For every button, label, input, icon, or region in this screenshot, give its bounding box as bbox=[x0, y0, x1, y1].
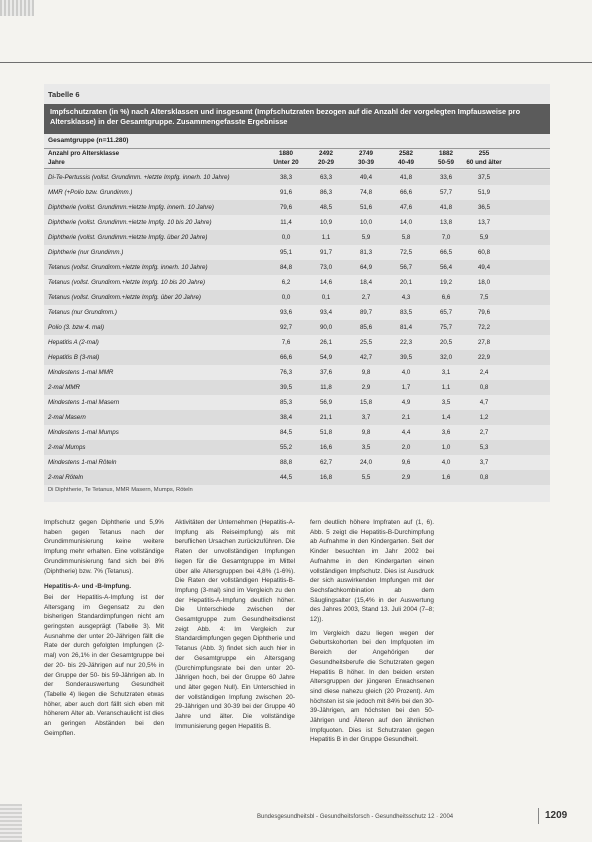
row-value: 75,7 bbox=[439, 324, 453, 331]
header-count-cell: 255 bbox=[478, 150, 490, 157]
row-value: 74,8 bbox=[359, 189, 373, 196]
row-value: 44,5 bbox=[279, 474, 293, 481]
header-count-cell: 2749 bbox=[358, 150, 373, 157]
row-value: 5,5 bbox=[361, 474, 371, 481]
row-value: 66,6 bbox=[399, 189, 413, 196]
row-label: Tetanus (nur Grundimm.) bbox=[48, 309, 117, 316]
row-value: 81,3 bbox=[359, 249, 373, 256]
row-value: 13,7 bbox=[477, 219, 491, 226]
row-value: 49,4 bbox=[477, 264, 491, 271]
row-label: Polio (3. bzw 4. mal) bbox=[48, 324, 105, 331]
row-value: 2,9 bbox=[401, 474, 411, 481]
body-col1-para1: Impfschutz gegen Diphtherie und 5,9% haben gegen Tetanus nach der Grundimmunisierung keine weitere Impfung mehr erhalten. Eine vollständige Grundimmunisierung fand sich bei 8% (Diphtherie) bzw. 7% (Tetanus). bbox=[44, 519, 164, 575]
row-value: 1,4 bbox=[441, 414, 451, 421]
row-value: 19,2 bbox=[439, 279, 453, 286]
row-label: 2-mal Masern bbox=[48, 414, 86, 421]
row-label: Hepatitis B (3-mal) bbox=[48, 354, 100, 361]
row-value: 47,6 bbox=[399, 204, 413, 211]
row-value: 79,6 bbox=[477, 309, 491, 316]
row-value: 90,0 bbox=[319, 324, 333, 331]
row-value: 38,4 bbox=[279, 414, 293, 421]
table-row bbox=[44, 395, 550, 410]
row-value: 84,8 bbox=[279, 264, 293, 271]
row-value: 48,5 bbox=[319, 204, 333, 211]
row-value: 15,8 bbox=[359, 399, 373, 406]
row-value: 41,8 bbox=[439, 204, 453, 211]
body-col3-para1: fern deutlich höhere Impfraten auf (1, 6). Abb. 5 zeigt die Hepatitis-B-Durchimpfung ab Aufnahme in den Kindergarten. Seit der Kinder besuchten im Jahr 2002 bei Aufnahme in den Kindergarten einen vollständigen Impfschutz. Dies ist Ausdruck der sich auswirkenden Impfungen mit der Sechsfachkombination ab dem Säuglingsalter (15,4% in der Auswertung des Jahres 2003, Stand 13. Juli 2004 (7–8; 12)). bbox=[310, 519, 434, 624]
row-label: Mindestens 1-mal Mumps bbox=[48, 429, 119, 436]
row-value: 16,8 bbox=[319, 474, 333, 481]
row-value: 10,9 bbox=[319, 219, 333, 226]
row-value: 2,0 bbox=[401, 444, 411, 451]
table-row bbox=[44, 410, 550, 425]
row-value: 18,0 bbox=[477, 279, 491, 286]
table-footnote: Di Diphtherie, Te Tetanus, MMR Masern, Mumps, Röteln bbox=[48, 487, 193, 493]
row-value: 2,9 bbox=[361, 384, 371, 391]
row-value: 33,6 bbox=[439, 174, 453, 181]
vaccination-table bbox=[44, 84, 550, 502]
row-value: 27,8 bbox=[477, 339, 491, 346]
row-value: 1,1 bbox=[321, 234, 331, 241]
table-row bbox=[44, 260, 550, 275]
header-count-cell: 1882 bbox=[438, 150, 453, 157]
row-value: 3,7 bbox=[479, 459, 489, 466]
row-label: Mindestens 1-mal Röteln bbox=[48, 459, 117, 466]
row-value: 57,7 bbox=[439, 189, 453, 196]
row-value: 3,5 bbox=[361, 444, 371, 451]
row-value: 4,7 bbox=[479, 399, 489, 406]
scan-corner-mark bbox=[0, 0, 34, 16]
row-value: 72,5 bbox=[399, 249, 413, 256]
row-value: 18,4 bbox=[359, 279, 373, 286]
row-value: 6,2 bbox=[281, 279, 291, 286]
row-value: 0,8 bbox=[479, 474, 489, 481]
row-value: 42,7 bbox=[359, 354, 373, 361]
row-value: 37,5 bbox=[477, 174, 491, 181]
row-value: 0,0 bbox=[281, 234, 291, 241]
table-row bbox=[44, 275, 550, 290]
row-value: 65,7 bbox=[439, 309, 453, 316]
body-col2-text: Aktivitäten der Unternehmen (Hepatitis-A-Impfung als Reiseimpfung) als mit beruflichen Ursachen zurückzuführen. Die Raten der unvollständigen Impfungen liegen für die Gesamtgruppe im Mittel über alle Altersgruppen bei 4,8% (1-6%). Die Raten der vollständigen Hepatitis-B-Impfung (3-mal) sind im Vergleich zu den der Hepatitis-A-Impfung deutlich höher. Die Unterschiede zwischen der Gesamtgruppe zum Gesundheitsdienst zeigt Abb. 4: Im Vergleich zur Standardimpfungen gegen Diphtherie und Tetanus (Abb. 3) findet sich auch hier in der Gesamtgruppe ein Altersgang (Durchimpfungsrate bei den unter 20-Jährigen hoch, bei der Gruppe 60 Jahre und älter gegen Null). Ein Unterschied in der vollständigen Impfung zwischen 20-29-Jährigen und 30-39 bei der Gruppe 40 Jahre und älter. Die vollständige Immunisierung gegen Hepatitis B. bbox=[175, 519, 295, 730]
body-column-3 bbox=[310, 518, 434, 745]
row-label: Diphtherie (vollst. Grundimm.+letzte Impfg. über 20 Jahre) bbox=[48, 234, 208, 241]
row-value: 22,3 bbox=[399, 339, 413, 346]
row-value: 51,6 bbox=[359, 204, 373, 211]
row-value: 22,9 bbox=[477, 354, 491, 361]
table-row bbox=[44, 290, 550, 305]
row-value: 85,6 bbox=[359, 324, 373, 331]
row-value: 0,1 bbox=[321, 294, 331, 301]
row-value: 51,8 bbox=[319, 429, 333, 436]
row-value: 2,4 bbox=[479, 369, 489, 376]
row-value: 85,3 bbox=[279, 399, 293, 406]
row-value: 38,3 bbox=[279, 174, 293, 181]
row-value: 32,0 bbox=[439, 354, 453, 361]
body-col1-para2: Bei der Hepatitis-A-Impfung ist der Altersgang im Gegensatz zu den bisherigen Standardimpfungen nicht am geringsten ausgeprägt (Tabelle 3). Mit Ausnahme der unter 20-Jährigen fällt die Rate der durch gefolgten Impfungen (2-mal) von 26,1% in der Gesamtgruppe bei der 20- bis 29-Jährigen auf nur 20,5% in der Gruppe der 50- bis 59-Jährigen ab. In der Sonderauswertung Gesundheit (Tabelle 4) liegen die Schutzraten etwas höher, aber auch dort fällt sich eben mit höherem Alter ab. Veranschaulicht ist dies an geringen Abständen bei den Geimpften. bbox=[44, 593, 164, 737]
row-value: 16,6 bbox=[319, 444, 333, 451]
row-value: 4,9 bbox=[401, 399, 411, 406]
row-label: Diphtherie (nur Grundimm.) bbox=[48, 249, 124, 256]
row-value: 4,0 bbox=[401, 369, 411, 376]
row-value: 13,8 bbox=[439, 219, 453, 226]
body-column-1 bbox=[44, 518, 164, 738]
row-value: 79,6 bbox=[279, 204, 293, 211]
row-value: 66,6 bbox=[279, 354, 293, 361]
table-row bbox=[44, 320, 550, 335]
row-value: 36,5 bbox=[477, 204, 491, 211]
row-value: 64,9 bbox=[359, 264, 373, 271]
row-label: Tetanus (vollst. Grundimm.+letzte Impfg. innerh. 10 Jahre) bbox=[48, 264, 208, 271]
row-value: 26,1 bbox=[319, 339, 333, 346]
header-age-cell: 30-39 bbox=[357, 159, 375, 166]
header-count-label: Anzahl pro Altersklasse bbox=[48, 150, 120, 157]
row-value: 41,8 bbox=[399, 174, 413, 181]
row-value: 5,9 bbox=[479, 234, 489, 241]
table-row bbox=[44, 185, 550, 200]
row-value: 5,8 bbox=[401, 234, 411, 241]
row-value: 88,8 bbox=[279, 459, 293, 466]
table-row bbox=[44, 305, 550, 320]
row-value: 56,9 bbox=[319, 399, 333, 406]
row-value: 24,0 bbox=[359, 459, 373, 466]
row-value: 86,3 bbox=[319, 189, 333, 196]
footer-separator bbox=[538, 808, 539, 824]
row-value: 7,6 bbox=[281, 339, 291, 346]
row-value: 4,0 bbox=[441, 459, 451, 466]
row-value: 11,8 bbox=[320, 384, 332, 391]
row-label: Tetanus (vollst. Grundimm.+letzte Impfg. über 20 Jahre) bbox=[48, 294, 201, 301]
row-value: 60,8 bbox=[477, 249, 491, 256]
row-value: 93,6 bbox=[279, 309, 293, 316]
table-row bbox=[44, 200, 550, 215]
header-age-cell: 50-59 bbox=[437, 159, 455, 166]
row-value: 49,4 bbox=[359, 174, 373, 181]
row-value: 84,5 bbox=[279, 429, 293, 436]
row-label: 2-mal MMR bbox=[48, 384, 80, 391]
table-row bbox=[44, 425, 550, 440]
row-value: 3,1 bbox=[441, 369, 451, 376]
header-age-cell: 20-29 bbox=[317, 159, 335, 166]
row-value: 62,7 bbox=[319, 459, 333, 466]
scan-bottom-mark bbox=[0, 804, 22, 842]
row-value: 0,8 bbox=[479, 384, 489, 391]
row-value: 39,5 bbox=[279, 384, 293, 391]
row-value: 4,3 bbox=[401, 294, 411, 301]
body-col1-heading: Hepatitis-A- und -B-Impfung. bbox=[44, 583, 131, 591]
journal-footer: Bundesgesundheitsbl - Gesundheitsforsch - Gesundheitsschutz 12 · 2004 bbox=[257, 814, 454, 820]
header-count-cell: 2582 bbox=[398, 150, 413, 157]
row-value: 56,4 bbox=[439, 264, 453, 271]
row-value: 20,5 bbox=[439, 339, 453, 346]
header-count-cell: 2492 bbox=[318, 150, 333, 157]
header-rule-bottom bbox=[44, 168, 550, 169]
row-value: 2,7 bbox=[479, 429, 489, 436]
row-value: 91,6 bbox=[279, 189, 293, 196]
row-value: 63,3 bbox=[319, 174, 333, 181]
row-value: 20,1 bbox=[399, 279, 413, 286]
row-value: 3,6 bbox=[441, 429, 451, 436]
header-count-cell: 1880 bbox=[278, 150, 293, 157]
row-value: 54,9 bbox=[319, 354, 333, 361]
row-value: 11,4 bbox=[280, 219, 292, 226]
row-value: 1,2 bbox=[479, 414, 489, 421]
body-column-2 bbox=[175, 518, 295, 731]
row-label: Diphtherie (vollst. Grundimm.+letzte Impfg. innerh. 10 Jahre) bbox=[48, 204, 214, 211]
table-row bbox=[44, 245, 550, 260]
row-value: 14,0 bbox=[399, 219, 413, 226]
header-rule bbox=[0, 62, 592, 63]
row-value: 66,5 bbox=[439, 249, 453, 256]
row-value: 5,3 bbox=[479, 444, 489, 451]
page-number: 1209 bbox=[545, 810, 568, 821]
row-value: 25,5 bbox=[359, 339, 373, 346]
row-value: 6,6 bbox=[441, 294, 451, 301]
row-value: 3,5 bbox=[441, 399, 451, 406]
row-value: 76,3 bbox=[279, 369, 293, 376]
row-value: 1,1 bbox=[441, 384, 451, 391]
row-value: 2,1 bbox=[401, 414, 411, 421]
table-row bbox=[44, 455, 550, 470]
row-label: Di-Te-Pertussis (vollst. Grundimm. +letzte Impfg. innerh. 10 Jahre) bbox=[48, 174, 230, 181]
row-value: 9,6 bbox=[401, 459, 411, 466]
row-value: 3,7 bbox=[361, 414, 371, 421]
row-value: 92,7 bbox=[279, 324, 293, 331]
row-value: 2,7 bbox=[361, 294, 371, 301]
table-row bbox=[44, 440, 550, 455]
row-value: 73,0 bbox=[319, 264, 333, 271]
row-label: Diphtherie (vollst. Grundimm.+letzte Impfg. 10 bis 20 Jahre) bbox=[48, 219, 212, 226]
row-value: 83,5 bbox=[399, 309, 413, 316]
body-col3-para2: Im Vergleich dazu liegen wegen der Geburtskohorten bei den Impfquoten im Bereich der Angehörigen der Gesundheitsberufe die Schutzraten gegen Hepatitis B höher. In den beiden ersten Altersgruppen der jüngeren Erwachsenen sind diese nahezu gleich (20 Prozent). Am höchsten ist sie jedoch mit 84% bei den 30-39-Jährigen, am höchsten bei den 50-Jährigen und Älteren auf den ähnlichen Impfquoten. Dies ist Schutzraten gegen Hepatitis B in der Gruppe Gesundheit. bbox=[310, 629, 434, 744]
row-value: 81,4 bbox=[399, 324, 413, 331]
row-label: 2-mal Röteln bbox=[48, 474, 84, 481]
row-value: 5,9 bbox=[361, 234, 371, 241]
row-value: 21,1 bbox=[319, 414, 333, 421]
row-value: 51,9 bbox=[477, 189, 491, 196]
row-value: 93,4 bbox=[319, 309, 333, 316]
row-label: Mindestens 1-mal Masern bbox=[48, 399, 120, 406]
table-caption: Impfschutzraten (in %) nach Altersklassen und insgesamt (Impfschutzraten bezogen auf die Anzahl der vorgelegten Impfausweise pro Altersklasse) in der Gesamtgruppe. Zusammengefasste Ergebnisse bbox=[44, 104, 550, 134]
row-value: 39,5 bbox=[399, 354, 413, 361]
header-age-cell: 60 und älter bbox=[466, 159, 502, 166]
row-value: 37,6 bbox=[319, 369, 333, 376]
table-row bbox=[44, 365, 550, 380]
table-row bbox=[44, 230, 550, 245]
row-value: 89,7 bbox=[359, 309, 373, 316]
row-label: Mindestens 1-mal MMR bbox=[48, 369, 114, 376]
row-value: 9,8 bbox=[361, 429, 371, 436]
row-value: 1,7 bbox=[401, 384, 411, 391]
row-value: 1,0 bbox=[441, 444, 451, 451]
row-value: 9,8 bbox=[361, 369, 371, 376]
row-value: 0,0 bbox=[281, 294, 291, 301]
row-value: 7,5 bbox=[479, 294, 489, 301]
row-label: MMR (+Polio bzw. Grundimm.) bbox=[48, 189, 133, 196]
row-value: 10,0 bbox=[359, 219, 373, 226]
row-value: 55,2 bbox=[279, 444, 293, 451]
header-age-label: Jahre bbox=[48, 159, 65, 166]
table-row bbox=[44, 335, 550, 350]
header-age-cell: 40-49 bbox=[397, 159, 415, 166]
header-age-cell: Unter 20 bbox=[273, 159, 299, 166]
table-row bbox=[44, 215, 550, 230]
row-value: 95,1 bbox=[279, 249, 293, 256]
table-label: Tabelle 6 bbox=[48, 90, 80, 99]
table-row bbox=[44, 380, 550, 395]
table-row bbox=[44, 170, 550, 185]
table-row bbox=[44, 350, 550, 365]
row-value: 72,2 bbox=[477, 324, 491, 331]
group-title: Gesamtgruppe (n=11.280) bbox=[48, 137, 129, 144]
row-label: Hepatitis A (2-mal) bbox=[48, 339, 99, 346]
row-value: 4,4 bbox=[401, 429, 411, 436]
row-value: 56,7 bbox=[399, 264, 413, 271]
row-value: 14,6 bbox=[319, 279, 333, 286]
row-label: Tetanus (vollst. Grundimm.+letzte Impfg. 10 bis 20 Jahre) bbox=[48, 279, 206, 286]
row-label: 2-mal Mumps bbox=[48, 444, 86, 451]
row-value: 7,0 bbox=[441, 234, 451, 241]
row-value: 1,6 bbox=[441, 474, 451, 481]
table-row bbox=[44, 470, 550, 485]
header-rule-top bbox=[44, 148, 550, 149]
row-value: 91,7 bbox=[319, 249, 333, 256]
